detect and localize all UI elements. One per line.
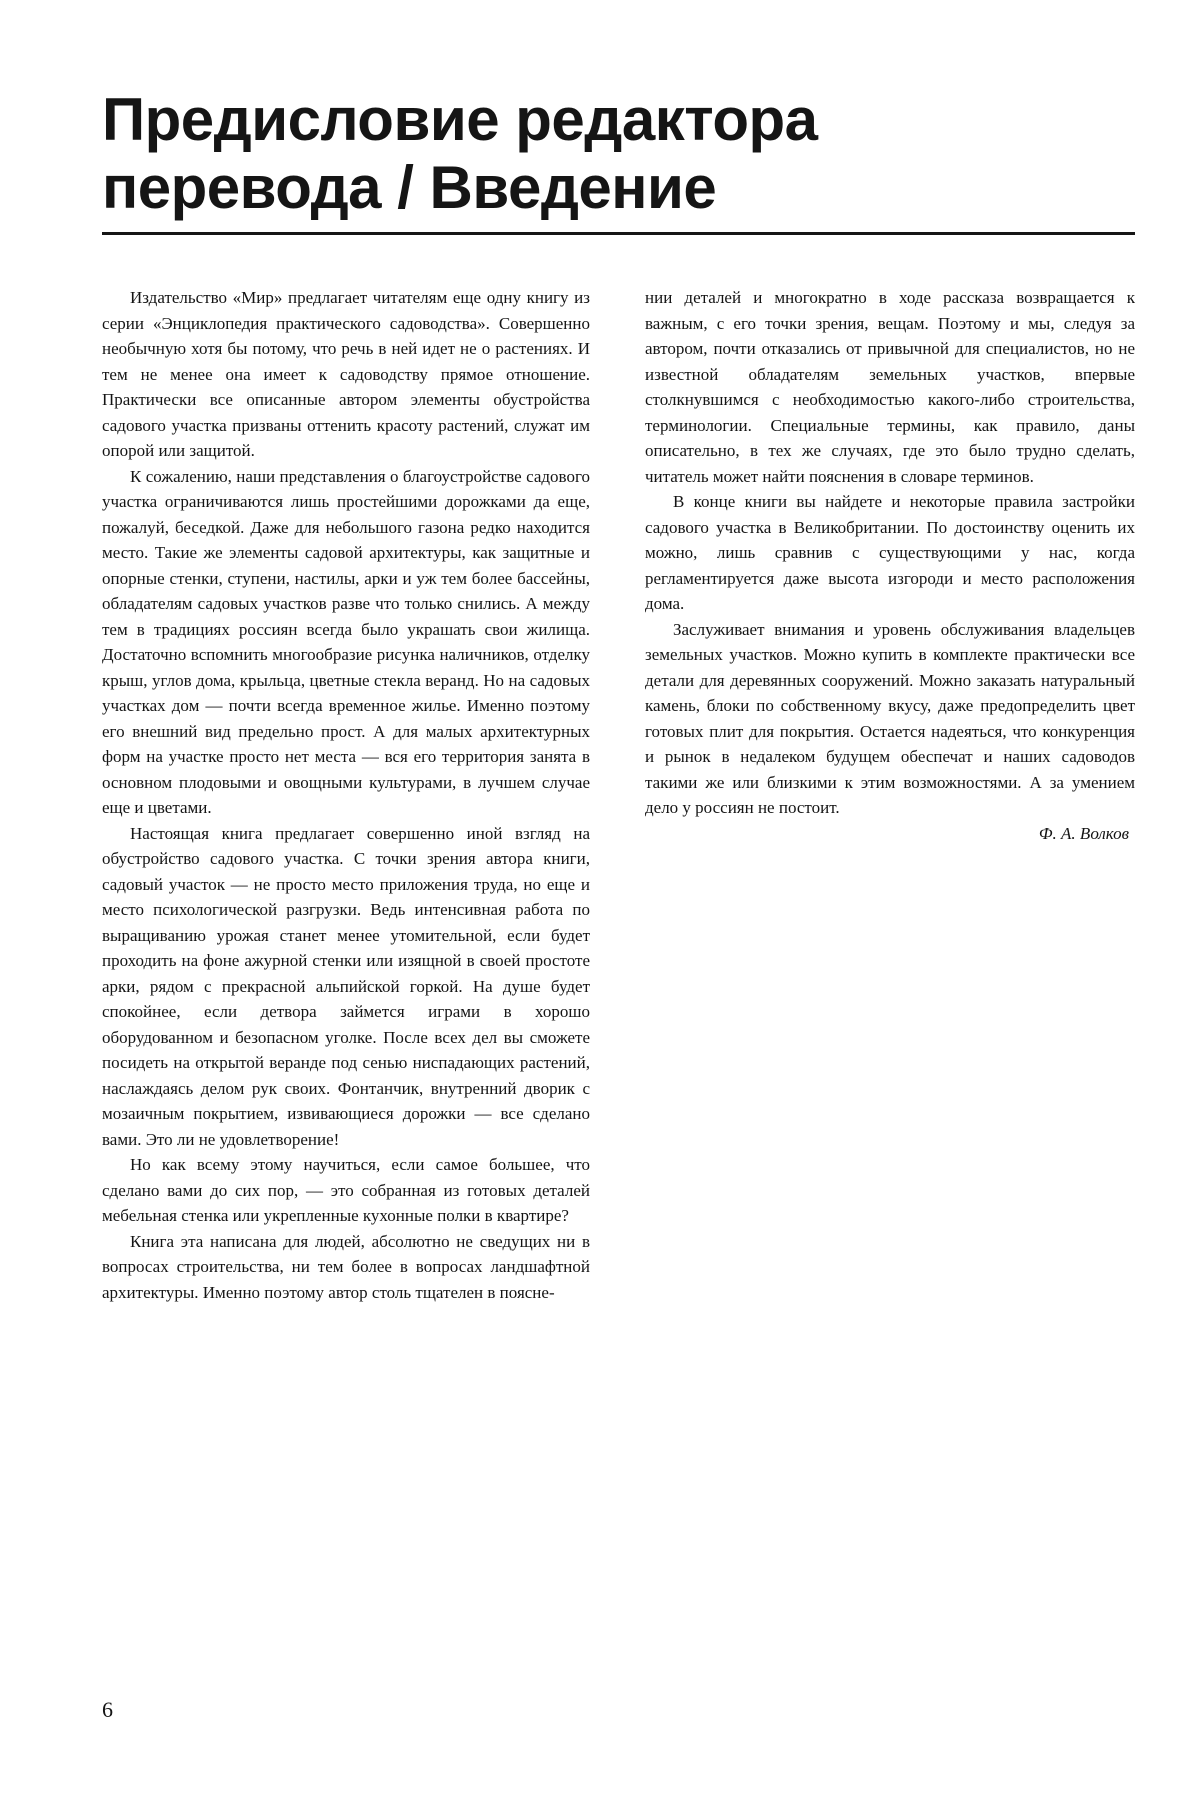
- author-signature: Ф. А. Волков: [1038, 823, 1129, 843]
- page-title-line-2: перевода / Введение: [102, 154, 717, 221]
- left-text-column: [102, 285, 590, 1305]
- paragraph: В конце книги вы найдете и некоторые правила застройки садового участка в Великобритании. По достоинству оценить их можно, лишь сравнив с существующими у нас, когда регламентируется даже высота изгороди и место расположения дома.: [645, 492, 1135, 613]
- right-text-column: [645, 285, 1135, 846]
- page-number: 6: [102, 1697, 113, 1722]
- paragraph-continuation: нии деталей и многократно в ходе рассказа возвращается к важным, с его точки зрения, вещам. Поэтому и мы, следуя за автором, почти отказались от привычной для специалистов, но не известной обладателям земельных участков, впервые столкнувшимся с необходимостью какого-либо строительства, терминологии. Специальные термины, как правило, даны описательно, в тех же случаях, где это было трудно сделать, читатель может найти пояснения в словаре терминов.: [645, 288, 1135, 486]
- title-divider: [102, 232, 1135, 235]
- paragraph: Заслуживает внимания и уровень обслуживания владельцев земельных участков. Можно купить в комплекте практически все детали для деревянных сооружений. Можно заказать натуральный камень, блоки по собственному вкусу, даже предопределить цвет готовых плит для покрытия. Остается надеяться, что конкуренция и рынок в недалеком будущем обеспечат и наших садоводов такими же или близкими к этим возможностями. А за умением дело у россиян не постоит.: [645, 619, 1135, 817]
- paragraph: К сожалению, наши представления о благоустройстве садового участка ограничиваются лишь простейшими дорожками да еще, пожалуй, беседкой. Даже для небольшого газона редко находится место. Такие же элементы садовой архитектуры, как защитные и опорные стенки, ступени, настилы, арки и уж тем более бассейны, обладателям садовых участков разве что только снились. А между тем в традициях россиян всегда было украшать свои жилища. Достаточно вспомнить многообразие рисунка наличников, отделку крыш, углов дома, крыльца, цветные стекла веранд. Но на садовых участках дом — почти всегда временное жилье. Именно поэтому его внешний вид предельно прост. А для малых архитектурных форм на участке просто нет места — вся его территория занята в основном плодовыми и овощными культурами, в лучшем случае еще и цветами.: [102, 466, 590, 817]
- paragraph: Издательство «Мир» предлагает читателям еще одну книгу из серии «Энциклопедия практического садоводства». Совершенно необычную хотя бы потому, что речь в ней идет не о растениях. И тем не менее она имеет к садоводству прямое отношение. Практически все описанные автором элементы обустройства садового участка призваны оттенить красоту растений, служат им опорой или защитой.: [102, 288, 590, 460]
- paragraph: Но как всему этому научиться, если самое большее, что сделано вами до сих пор, — это собранная из готовых деталей мебельная стенка или укрепленные кухонные полки в квартире?: [102, 1155, 590, 1225]
- paragraph: Настоящая книга предлагает совершенно иной взгляд на обустройство садового участка. С точки зрения автора книги, садовый участок — не просто место приложения труда, но еще и место психологической разгрузки. Ведь интенсивная работа по выращиванию урожая станет менее утомительной, если будет проходить на фоне ажурной стенки или изящной в своей простоте арки, рядом с прекрасной альпийской горкой. На душе будет спокойнее, если детвора займется играми в хорошо оборудованном и безопасном уголке. После всех дел вы сможете посидеть на открытой веранде под сенью ниспадающих растений, наслаждаясь делом рук своих. Фонтанчик, внутренний дворик с мозаичным покрытием, извивающиеся дорожки — все сделано вами. Это ли не удовлетворение!: [102, 823, 590, 1149]
- paragraph: Книга эта написана для людей, абсолютно не сведущих ни в вопросах строительства, ни тем более в вопросах ландшафтной архитектуры. Именно поэтому автор столь тщателен в поясне-: [102, 1231, 590, 1302]
- page-title-line-1: Предисловие редактора: [102, 86, 818, 153]
- page-title: [102, 86, 1102, 222]
